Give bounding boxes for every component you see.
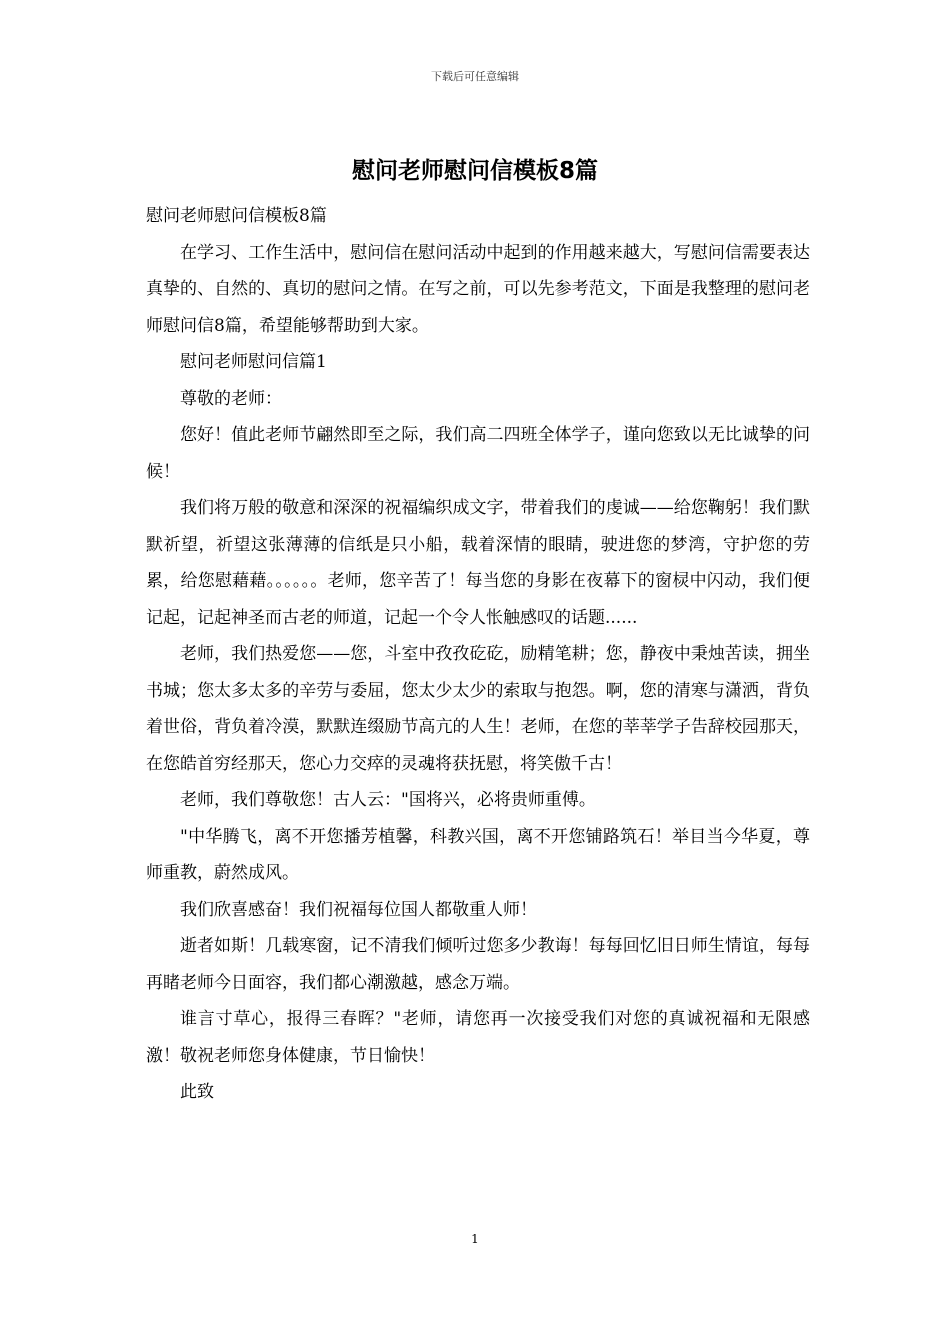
paragraph: "中华腾飞，离不开您播芳植馨，科教兴国，离不开您铺路筑石！举目当今华夏，尊师重教，蔚然成风。 bbox=[146, 826, 810, 883]
paragraph-intro: 在学习、工作生活中，慰问信在慰问活动中起到的作用越来越大，写慰问信需要表达真挚的、自然的、真切的慰问之情。在写之前，可以先参考范文，下面是我整理的慰问老师慰问信8篇，希望能够帮助到大家。 bbox=[146, 242, 810, 336]
page-header-note: 下载后可任意编辑 bbox=[431, 70, 519, 83]
paragraph: 老师，我们尊敬您！古人云："国将兴，必将贵师重傅。 bbox=[180, 790, 596, 810]
page-number: 1 bbox=[471, 1232, 479, 1246]
document-subtitle: 慰问老师慰问信模板8篇 bbox=[146, 206, 327, 226]
document-body bbox=[146, 198, 810, 1111]
section-heading: 慰问老师慰问信篇1 bbox=[180, 352, 327, 372]
document-title: 慰问老师慰问信模板8篇 bbox=[351, 158, 598, 184]
paragraph: 您好！值此老师节翩然即至之际，我们高二四班全体学子，谨向您致以无比诚挚的问候！ bbox=[146, 425, 810, 482]
closing: 此致 bbox=[180, 1082, 214, 1102]
paragraph: 逝者如斯！几载寒窗，记不清我们倾听过您多少教诲！每每回忆旧日师生情谊，每每再睹老师今日面容，我们都心潮激越，感念万端。 bbox=[146, 936, 810, 993]
paragraph: 谁言寸草心，报得三春晖？"老师，请您再一次接受我们对您的真诚祝福和无限感激！敬祝老师您身体健康，节日愉快！ bbox=[146, 1009, 810, 1066]
salutation: 尊敬的老师： bbox=[180, 388, 282, 409]
paragraph: 我们欣喜感奋！我们祝福每位国人都敬重人师！ bbox=[180, 899, 537, 920]
paragraph: 老师，我们热爱您——您，斗室中孜孜矻矻，励精笔耕；您，静夜中秉烛苦读，拥坐书城；您太多太多的辛劳与委屈，您太少太少的索取与抱怨。啊，您的清寒与潇洒，背负着世俗，背负着冷漠，默默连缀励节高亢的人生！老师，在您的莘莘学子告辞校园那天，在您皓首穷经那天，您心力交瘁的灵魂将获抚慰，将笑傲千古！ bbox=[146, 644, 810, 774]
paragraph: 我们将万般的敬意和深深的祝福编织成文字，带着我们的虔诚——给您鞠躬！我们默默祈望，祈望这张薄薄的信纸是只小船，载着深情的眼睛，驶进您的梦湾，守护您的劳累，给您慰藉藉。。。。。。老师，您辛苦了！每当您的身影在夜幕下的窗棂中闪动，我们便记起，记起神圣而古老的师道，记起一个令人怅触感叹的话题...... bbox=[146, 498, 810, 628]
